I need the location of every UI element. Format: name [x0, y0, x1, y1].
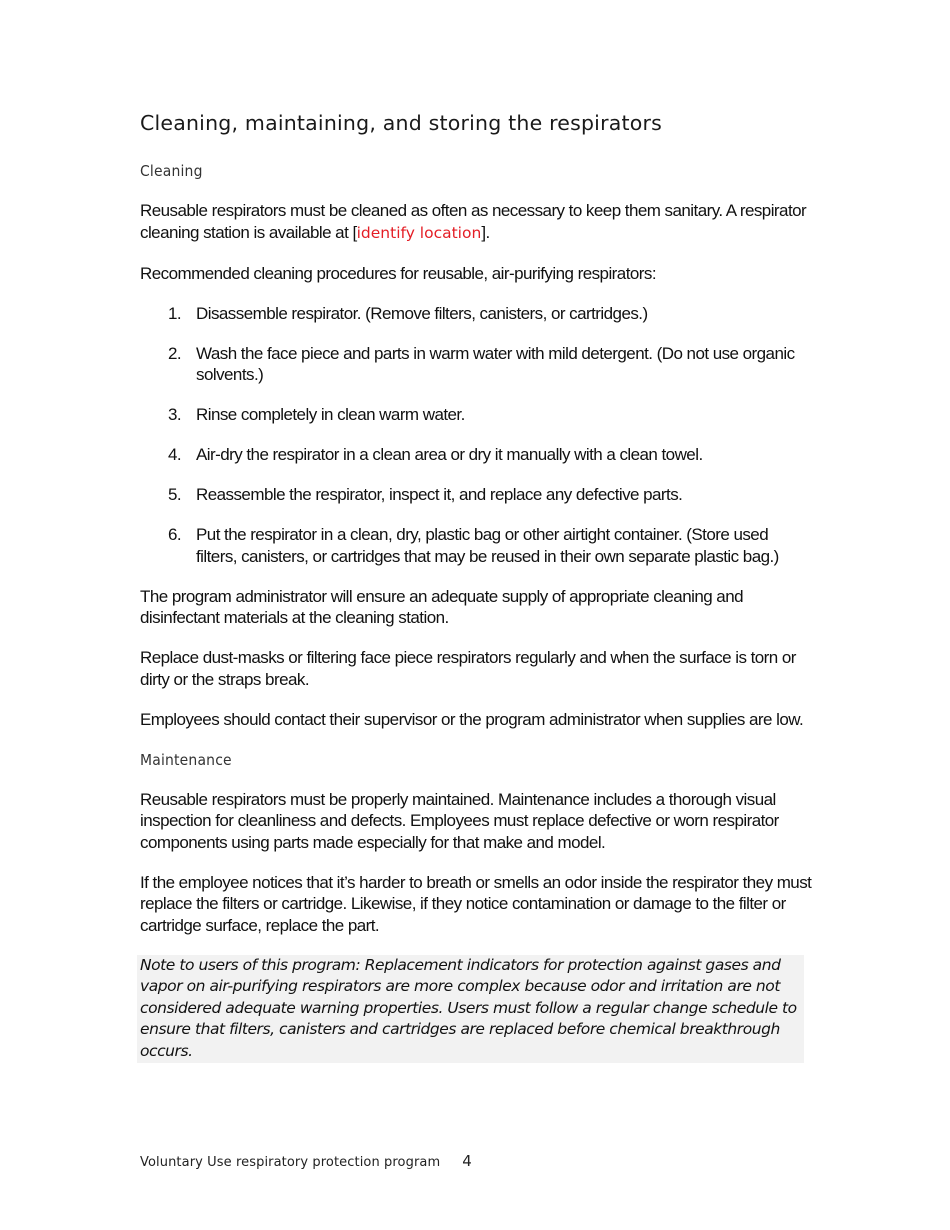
- step-text: Rinse completely in clean warm water.: [196, 405, 465, 424]
- step-text: Reassemble the respirator, inspect it, and replace any defective parts.: [196, 485, 683, 504]
- step-text: Wash the face piece and parts in warm water with mild detergent. (Do not use organic solvents.): [196, 343, 795, 384]
- replacement-paragraph: If the employee notices that it’s harder to breath or smells an odor inside the respirator they must replace the filters or cartridge. Likewise, if they notice contamination or damage to the filter or cartridge surface, replace the part.: [140, 872, 812, 935]
- location-placeholder: identify location: [356, 223, 482, 242]
- cleaning-intro-paragraph: [140, 200, 812, 244]
- maintenance-heading: Maintenance: [140, 750, 232, 769]
- supply-paragraph: The program administrator will ensure an adequate supply of appropriate cleaning and disinfectant materials at the cleaning station.: [140, 586, 744, 627]
- dust-mask-paragraph: Replace dust-masks or filtering face piece respirators regularly and when the surface is torn or dirty or the straps break.: [140, 648, 796, 689]
- step-text: Air-dry the respirator in a clean area or dry it manually with a clean towel.: [196, 445, 703, 464]
- step-number: 5.: [168, 485, 182, 504]
- contact-paragraph: Employees should contact their supervisor or the program administrator when supplies are low.: [140, 709, 804, 729]
- step-number: 6.: [168, 525, 182, 544]
- step-number: 1.: [168, 303, 182, 323]
- list-item: [140, 404, 812, 426]
- step-text: Disassemble respirator. (Remove filters, canisters, or cartridges.): [196, 303, 648, 323]
- list-item: [140, 444, 812, 466]
- page-number: 4: [462, 1152, 472, 1170]
- step-number: 3.: [168, 405, 182, 424]
- page-footer: [140, 1152, 472, 1170]
- list-item: [140, 343, 812, 386]
- step-text: Put the respirator in a clean, dry, plastic bag or other airtight container. (Store used filters, canisters, or cartridges that may be reused in their own separate plastic bag.): [196, 525, 779, 566]
- cleaning-intro-closing: ].: [481, 222, 490, 242]
- cleaning-heading: Cleaning: [140, 162, 203, 180]
- list-item: [140, 524, 812, 567]
- cleaning-steps-list: [140, 303, 812, 568]
- step-number: 2.: [168, 343, 182, 363]
- maintenance-paragraph: Reusable respirators must be properly maintained. Maintenance includes a thorough visual inspection for cleanliness and defects. Employees must replace defective or worn respirator components using parts made especially for that make and model.: [140, 789, 779, 852]
- step-number: 4.: [168, 445, 182, 464]
- footer-title: Voluntary Use respiratory protection program: [140, 1155, 441, 1170]
- procedures-intro: Recommended cleaning procedures for reusable, air-purifying respirators:: [140, 263, 657, 283]
- page-content: [140, 108, 812, 1063]
- page-title: Cleaning, maintaining, and storing the respirators: [140, 111, 662, 135]
- list-item: [140, 303, 812, 325]
- cleaning-intro-text: Reusable respirators must be cleaned as often as necessary to keep them sanitary. A respirator cleaning station is available at [: [140, 201, 807, 242]
- list-item: [140, 484, 812, 506]
- note-to-users: Note to users of this program: Replacement indicators for protection against gases and vapor on air-purifying respirators are more complex because odor and irritation are not considered adequate warning properties. Users must follow a regular change schedule to ensure that filters, canisters and cartridges are replaced before chemical breakthrough occurs.: [137, 955, 804, 1064]
